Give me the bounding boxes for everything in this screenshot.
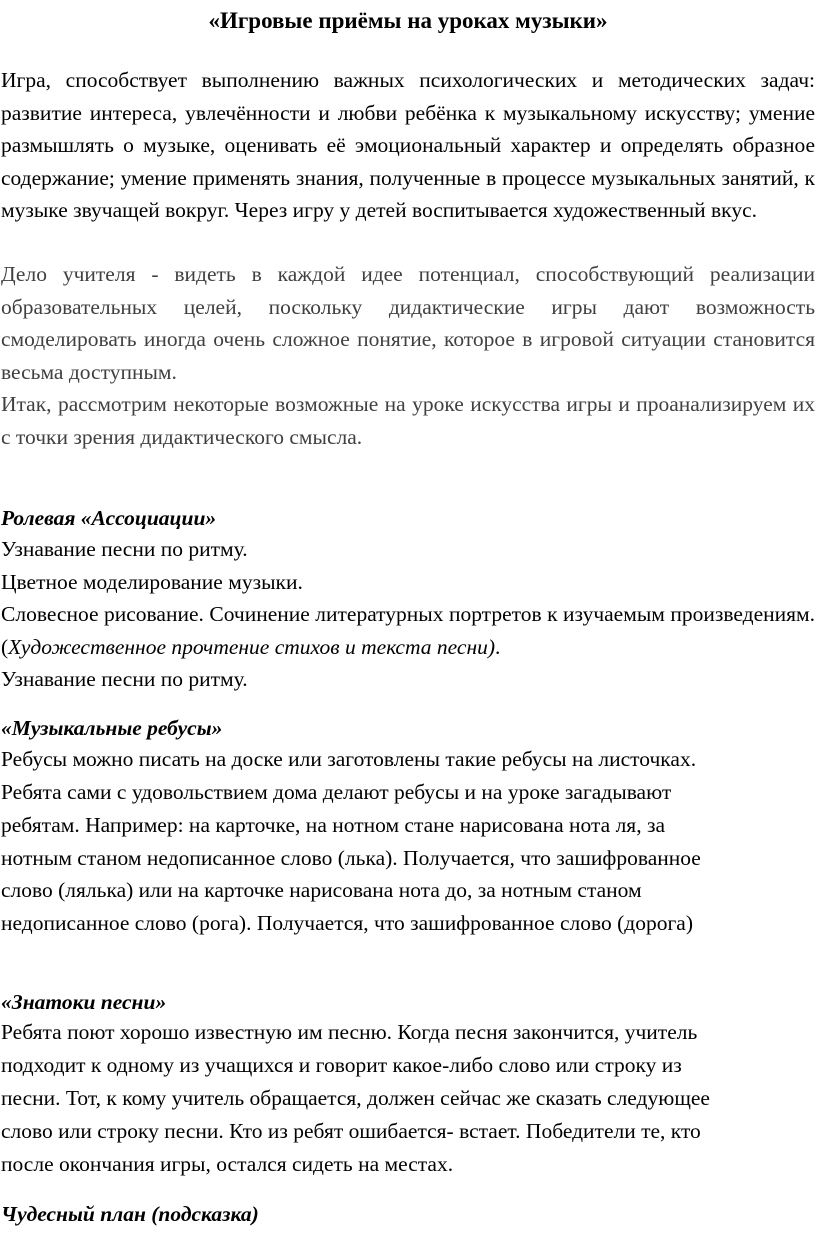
rebus-line: нотным станом недописанное слово (лька). Получается, что зашифрованное bbox=[1, 846, 701, 870]
intro-paragraph-1: Игра, способствует выполнению важных психологических и методических задач: развитие интереса, увлечённости и любви ребёнка к музыкальному искусству; умение размышлять о музыке, оценивать её эмоциональный характер и определять образное содержание; умение применять знания, полученные в процессе музыкальных занятий, к музыке звучащей вокруг. Через игру у детей воспитывается художественный вкус. bbox=[1, 68, 815, 223]
roles-item-1: Узнавание песни по ритму. bbox=[1, 537, 248, 561]
roles-item-3-lead: Словесное рисование. Сочинение литературных портретов к изучаемым произведениям. ( bbox=[1, 602, 815, 659]
section-heading-wonderful-plan: Чудесный план (подсказка) bbox=[1, 1202, 259, 1226]
roles-item-4: Узнавание песни по ритму. bbox=[1, 667, 248, 691]
song-experts-line: слово или строку песни. Кто из ребят ошибается- встает. Победители те, кто bbox=[1, 1119, 701, 1143]
song-experts-line: Ребята поют хорошо известную им песню. Когда песня закончится, учитель bbox=[1, 1020, 698, 1044]
rebus-line: ребятам. Например: на карточке, на нотном стане нарисована нота ля, за bbox=[1, 813, 665, 837]
rebus-line: недописанное слово (рога). Получается, что зашифрованное слово (дорога) bbox=[1, 911, 693, 935]
rebus-line: Ребусы можно писать на доске или заготовлены такие ребусы на листочках. bbox=[1, 747, 697, 771]
section-heading-rebus: «Музыкальные ребусы» bbox=[1, 716, 223, 740]
intro-paragraph-3: Итак, рассмотрим некоторые возможные на уроке искусства игры и проанализируем их с точки зрения дидактического смысла. bbox=[1, 392, 815, 449]
roles-item-3-tail: . bbox=[495, 634, 501, 659]
section-heading-song-experts: «Знатоки песни» bbox=[1, 990, 167, 1014]
song-experts-line: песни. Тот, к кому учитель обращается, должен сейчас же сказать следующее bbox=[1, 1086, 710, 1110]
song-experts-line: после окончания игры, остался сидеть на местах. bbox=[1, 1152, 454, 1176]
rebus-line: слово (лялька) или на карточке нарисована нота до, за нотным станом bbox=[1, 878, 642, 902]
roles-item-2: Цветное моделирование музыки. bbox=[1, 570, 303, 594]
page-title: «Игровые приёмы на уроках музыки» bbox=[208, 8, 608, 33]
song-experts-line: подходит к одному из учащихся и говорит какое-либо слово или строку из bbox=[1, 1053, 682, 1077]
intro-paragraph-2: Дело учителя - видеть в каждой идее потенциал, способствующий реализации образовательных целей, поскольку дидактические игры дают возможность смоделировать иногда очень сложное понятие, которое в игровой ситуации становится весьма доступным. bbox=[1, 262, 815, 384]
roles-item-3 bbox=[1, 598, 815, 663]
roles-item-3-italic: Художественное прочтение стихов и текста песни) bbox=[8, 634, 496, 659]
rebus-line: Ребята сами с удовольствием дома делают ребусы и на уроке загадывают bbox=[1, 780, 672, 804]
section-heading-roles: Ролевая «Ассоциации» bbox=[1, 506, 217, 530]
